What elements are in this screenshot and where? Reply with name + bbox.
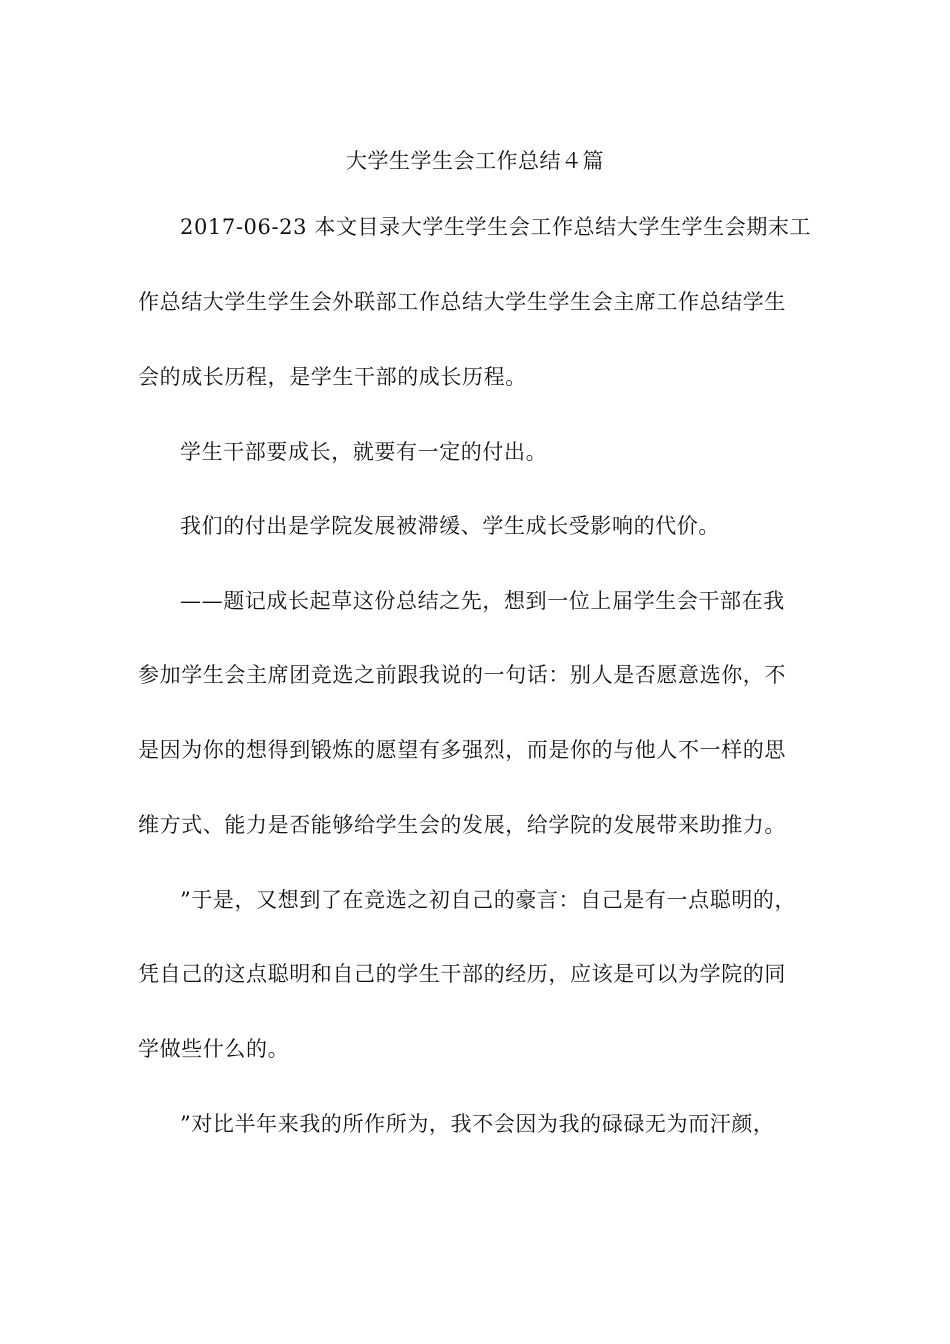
paragraph-line: ”对比半年来我的所作所为，我不会因为我的碌碌无为而汗颜， [180,1112,775,1136]
paragraph-line: 凭自己的这点聪明和自己的学生干部的经历，应该是可以为学院的同 [138,962,786,986]
document-title: 大学生学生会工作总结４篇 [346,149,604,173]
paragraph-line: 学生干部要成长，就要有一定的付出。 [180,440,548,464]
paragraph-line: 2017-06-23 本文目录大学生学生会工作总结大学生学生会期末工 [180,215,812,239]
paragraph-line: 作总结大学生学生会外联部工作总结大学生学生会主席工作总结学生 [138,290,786,314]
paragraph-line: ——题记成长起草这份总结之先，想到一位上届学生会干部在我 [180,589,785,613]
paragraph-line: 参加学生会主席团竞选之前跟我说的一句话：别人是否愿意选你，不 [138,663,786,687]
paragraph-line: ”于是，又想到了在竞选之初自己的豪言：自己是有一点聪明的， [180,888,797,912]
paragraph-line: 维方式、能力是否能够给学生会的发展，给学院的发展带来助推力。 [138,813,786,837]
paragraph-line: 会的成长历程，是学生干部的成长历程。 [138,365,527,389]
paragraph-line: 我们的付出是学院发展被滞缓、学生成长受影响的代价。 [180,514,720,538]
paragraph-line: 是因为你的想得到锻炼的愿望有多强烈，而是你的与他人不一样的思 [138,738,786,762]
paragraph-line: 学做些什么的。 [138,1037,290,1061]
